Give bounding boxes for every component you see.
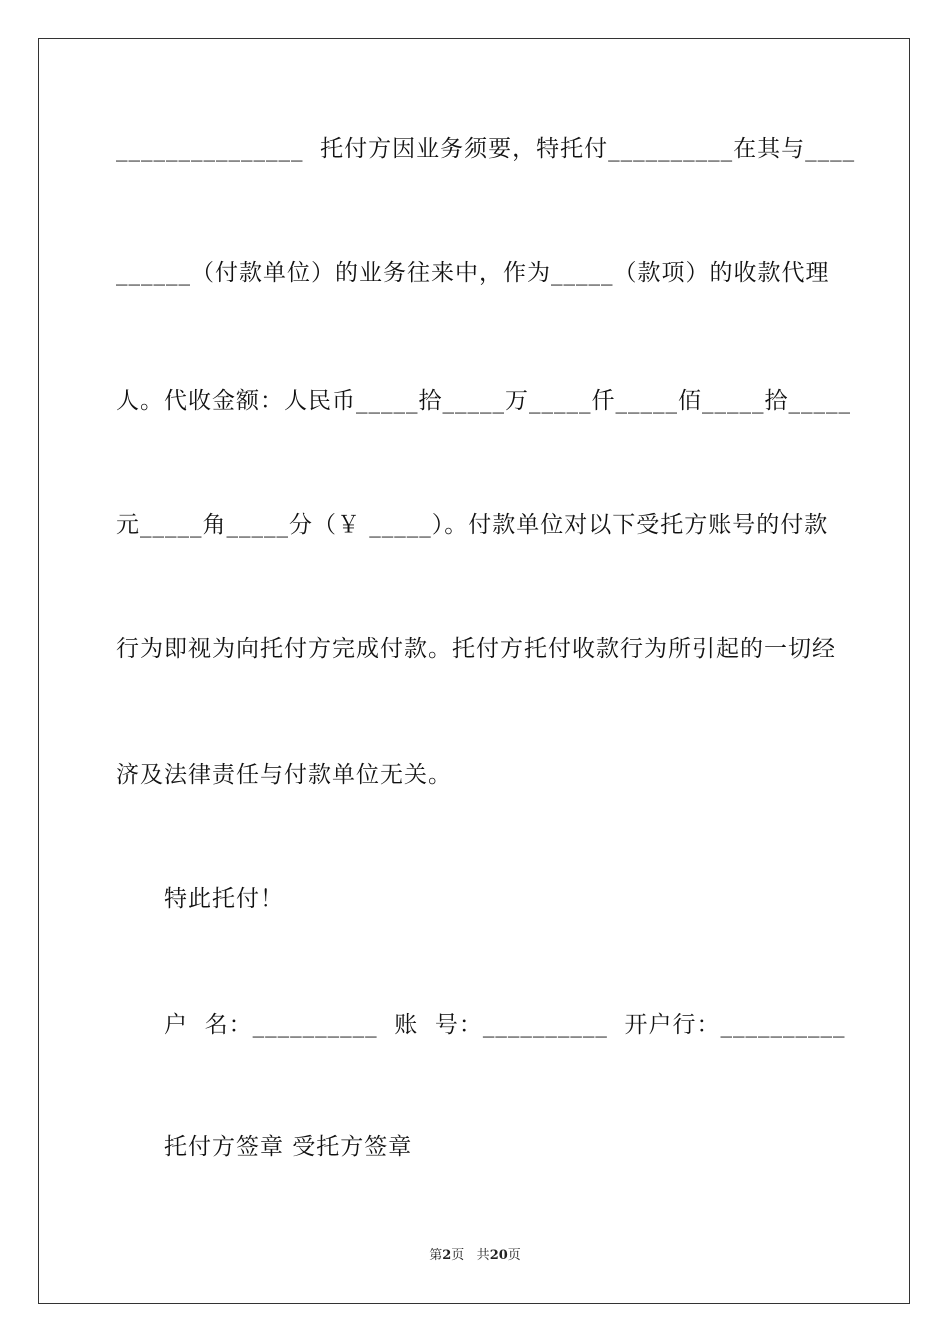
paragraph-line-2: ______（付款单位）的业务往来中，作为_____（款项）的收款代理	[116, 260, 830, 286]
total-pages: 20	[489, 1248, 508, 1263]
total-prefix: 共	[476, 1248, 490, 1263]
signature-line: 托付方签章 受托方签章	[164, 1134, 413, 1160]
total-suffix: 页	[507, 1248, 521, 1263]
page-border	[38, 38, 910, 1304]
page-number: 2	[442, 1248, 452, 1263]
paragraph-line-1: _______________ 托付方因业务须要，特托付__________在其与____	[116, 136, 856, 162]
closing-line: 特此托付！	[164, 886, 284, 912]
paragraph-line-6: 济及法律责任与付款单位无关。	[116, 762, 452, 788]
page-suffix: 页	[451, 1248, 465, 1263]
account-fields-line: 户 名：__________ 账 号：__________ 开户行：__________	[164, 1012, 846, 1038]
paragraph-line-3: 人。代收金额：人民币_____拾_____万_____仟_____佰_____拾_____	[116, 388, 851, 414]
paragraph-line-5: 行为即视为向托付方完成付款。托付方托付收款行为所引起的一切经	[116, 636, 836, 662]
page-footer	[0, 1247, 950, 1265]
page-prefix: 第	[429, 1248, 443, 1263]
paragraph-line-4: 元_____角_____分（￥ _____）。付款单位对以下受托方账号的付款	[116, 512, 829, 538]
